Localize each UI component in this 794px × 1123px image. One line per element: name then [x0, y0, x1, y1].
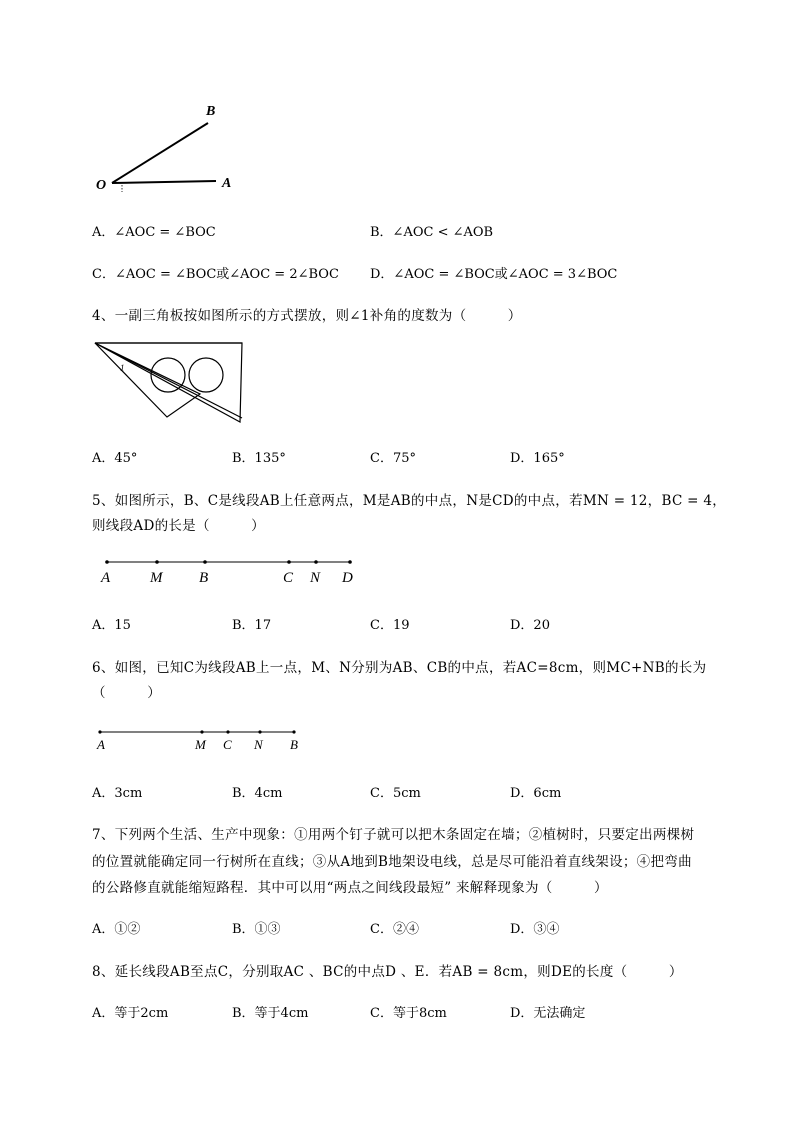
label-b: B — [206, 104, 216, 119]
q7-option-d: D．③④ — [510, 922, 560, 937]
q7-stem-line1: 7、下列两个生活、生产中现象：①用两个钉子就可以把木条固定在墙；②植树时，只要定出两棵树 — [92, 827, 695, 843]
point-a: A — [101, 570, 111, 586]
q5-option-b: B．17 — [232, 618, 272, 633]
label-a: A — [222, 176, 232, 191]
q3-option-d: D．∠AOC = ∠BOC或∠AOC = 3∠BOC — [370, 267, 618, 282]
q7-stem-line3: 的公路修直就能缩短路程．其中可以用“两点之间线段最短” 来解释现象为（ ） — [92, 880, 608, 896]
q7-option-a: A．①② — [92, 922, 141, 937]
angle-figure — [90, 98, 250, 198]
q5-stem-line1: 5、如图所示，B、C是线段AB上任意两点，M是AB的中点，N是CD的中点，若MN = 12，BC = 4， — [92, 493, 727, 509]
point-b: B — [290, 737, 298, 752]
q8-option-c: C．等于8cm — [370, 1006, 447, 1021]
q3-option-a: A．∠AOC = ∠BOC — [92, 225, 216, 240]
point-m: M — [195, 737, 206, 752]
q8-option-d: D．无法确定 — [510, 1006, 586, 1021]
q8-option-b: B．等于4cm — [232, 1006, 309, 1021]
angle-1-label: 1 — [120, 363, 125, 373]
q7-option-b: B．①③ — [232, 922, 281, 937]
q4-stem: 4、一副三角板按如图所示的方式摆放，则∠1补角的度数为（ ） — [92, 308, 522, 324]
q4-option-b: B．135° — [232, 451, 286, 466]
triangle-set-figure — [92, 338, 252, 428]
q3-option-c: C．∠AOC = ∠BOC或∠AOC = 2∠BOC — [92, 267, 339, 282]
q5-option-d: D．20 — [510, 618, 550, 633]
q6-option-c: C．5cm — [370, 786, 421, 801]
q4-option-a: A．45° — [92, 451, 138, 466]
q3-option-b: B．∠AOC < ∠AOB — [370, 225, 494, 240]
q4-option-c: C．75° — [370, 451, 416, 466]
q6-option-a: A．3cm — [92, 786, 143, 801]
q7-option-c: C．②④ — [370, 922, 419, 937]
q8-option-a: A．等于2cm — [92, 1006, 169, 1021]
point-d: D — [342, 570, 353, 586]
point-m: M — [150, 570, 163, 586]
q4-option-d: D．165° — [510, 451, 565, 466]
point-c: C — [283, 570, 294, 586]
q6-stem-line1: 6、如图，已知C为线段AB上一点，M、N分别为AB、CB的中点，若AC=8cm，则MC+NB的长为 — [92, 660, 707, 676]
point-n: N — [310, 570, 321, 586]
q5-stem-line2: 则线段AD的长是（ ） — [92, 518, 265, 534]
segment-figure-q6 — [94, 722, 314, 754]
q6-option-d: D．6cm — [510, 786, 562, 801]
q5-option-c: C．19 — [370, 618, 410, 633]
label-o: O — [96, 178, 107, 193]
segment-figure-q5 — [96, 552, 366, 586]
point-b: B — [199, 570, 209, 586]
q6-option-b: B．4cm — [232, 786, 283, 801]
point-a: A — [97, 737, 105, 752]
point-c: C — [223, 737, 232, 752]
q8-stem: 8、延长线段AB至点C，分别取AC 、BC的中点D 、E．若AB = 8cm，则DE的长度（ ） — [92, 964, 683, 980]
q7-stem-line2: 的位置就能确定同一行树所在直线；③从A地到B地架设电线，总是尽可能沿着直线架设；④把弯曲 — [92, 854, 692, 870]
q6-stem-line2: （ ） — [92, 685, 161, 701]
point-n: N — [254, 737, 263, 752]
q5-option-a: A．15 — [92, 618, 131, 633]
